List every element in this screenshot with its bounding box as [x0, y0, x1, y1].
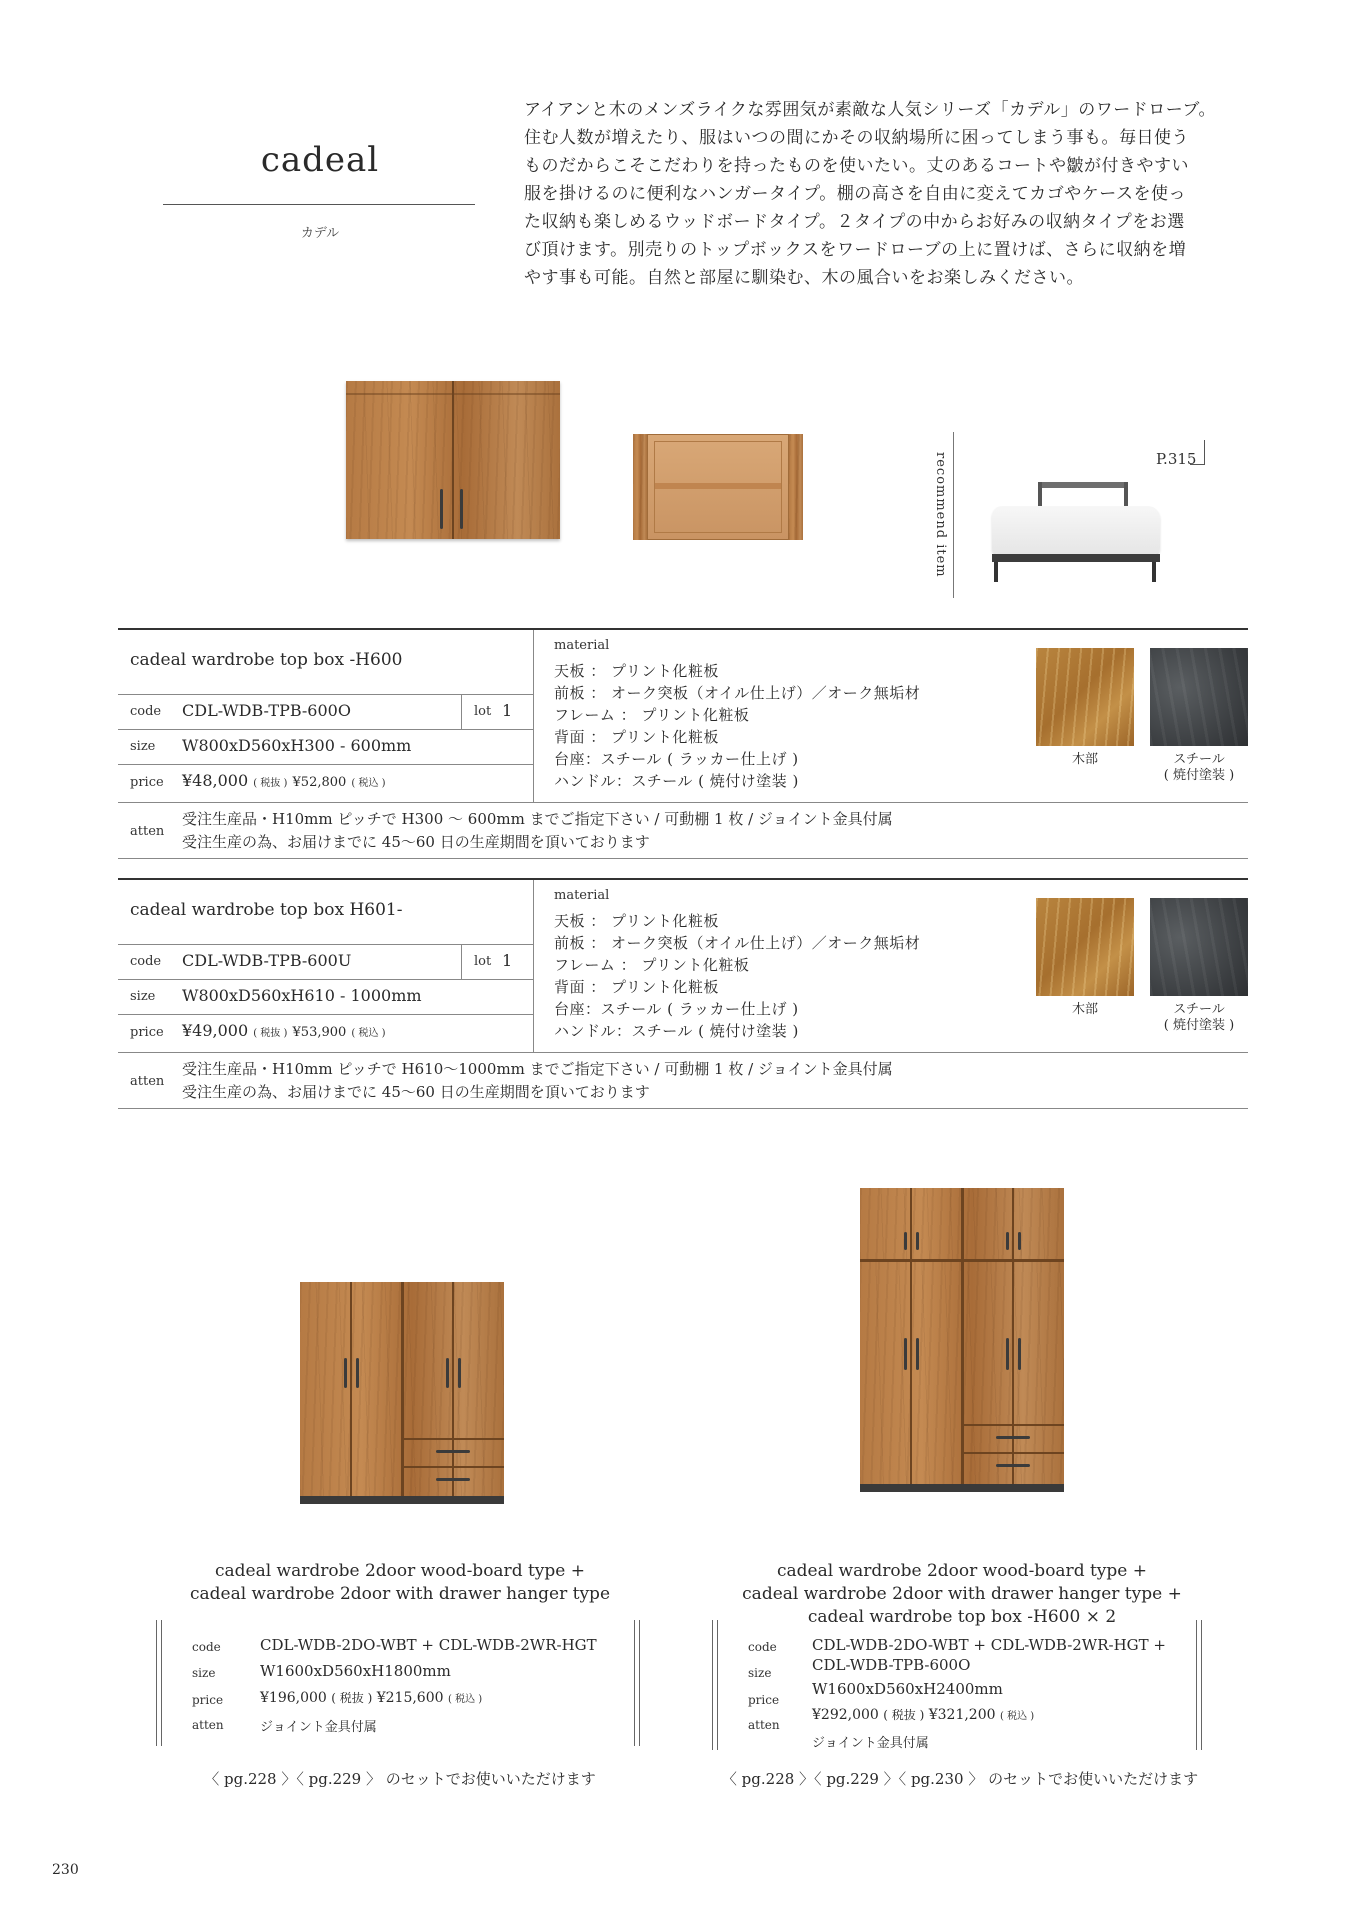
material-line: ハンドル：スチール ( 焼付け塗装 ) [554, 1022, 799, 1040]
steel-swatch-caption [1144, 1002, 1254, 1034]
set-1-title [160, 1560, 640, 1606]
price-incl: ¥321,200 [928, 1707, 996, 1723]
set-2-usage-note: 〈 pg.228 〉〈 pg.229 〉〈 pg.230 〉 のセットでお使いいただけます [721, 1770, 1199, 1788]
tax-excl-label: ( 税抜 ) [253, 1028, 288, 1039]
intro-line: やす事も可能。自然と部屋に馴染む、木の風合いをお楽しみください。 [524, 268, 1084, 288]
set-2-spec [712, 1620, 1206, 1754]
recommend-bed-image [986, 478, 1172, 588]
box-edge [712, 1620, 713, 1750]
product-code: CDL-WDB-TPB-600U [182, 951, 352, 970]
price-label: price [748, 1693, 780, 1707]
code-label: code [192, 1640, 221, 1654]
material-line: 天板 ： プリント化粧板 [554, 662, 719, 680]
size-label: size [130, 739, 156, 754]
set-title-line: cadeal wardrobe 2door wood-board type + [776, 1561, 1147, 1581]
price-excl: ¥292,000 [812, 1707, 879, 1723]
table-top-rule [118, 878, 1248, 880]
set-1-spec [156, 1620, 644, 1750]
intro-line: た収納も楽しめるウッドボードタイプ。２タイプの中からお好みの収納タイプをお選 [524, 212, 1185, 232]
price-label: price [192, 1693, 224, 1707]
row-divider [118, 979, 533, 980]
material-line: 背面 ： プリント化粧板 [554, 978, 719, 996]
price-incl: ¥53,900 [292, 1025, 347, 1040]
set-atten: ジョイント金具付属 [812, 1736, 929, 1751]
size-label: size [130, 989, 156, 1004]
lot-divider [461, 944, 462, 979]
box-edge [156, 1620, 157, 1746]
box-edge [717, 1620, 718, 1750]
material-line: フレーム ： プリント化粧板 [554, 706, 750, 724]
steel-caption-line: ( 焼付塗装 ) [1163, 768, 1235, 783]
recommend-divider [953, 432, 954, 598]
steel-swatch-caption [1144, 752, 1254, 784]
price-label: price [130, 775, 164, 790]
tax-incl-label: ( 税込 ) [999, 1711, 1035, 1722]
product-name: cadeal wardrobe top box -H600 [130, 650, 403, 670]
material-line: 前板 ： オーク突板（オイル仕上げ）／オーク無垢材 [554, 684, 921, 702]
tax-excl-label: ( 税抜 ) [883, 1708, 925, 1722]
code-label: code [130, 704, 162, 719]
material-line: 天板 ： プリント化粧板 [554, 912, 719, 930]
top-box-closed-image [346, 381, 560, 539]
box-edge [639, 1620, 640, 1746]
set-size: W1600xD560xH1800mm [260, 1662, 451, 1680]
row-divider [118, 764, 533, 765]
box-edge [634, 1620, 635, 1746]
intro-line: 服を掛けるのに便利なハンガータイプ。棚の高さを自由に変えてカゴやケースを使っ [524, 184, 1186, 204]
table-bottom-rule [118, 858, 1248, 859]
material-line: 台座：スチール ( ラッカー仕上げ ) [554, 750, 799, 768]
price-incl: ¥52,800 [292, 775, 347, 790]
row-divider [118, 802, 1248, 803]
box-edge [1201, 1620, 1202, 1750]
size-value: W800xD560xH300 - 600mm [182, 736, 412, 755]
series-intro [524, 96, 1276, 292]
set-title-line: cadeal wardrobe 2door with drawer hanger type [189, 1584, 611, 1604]
price-value [182, 1021, 386, 1040]
set-1-usage-note: 〈 pg.228 〉〈 pg.229 〉 のセットでお使いいただけます [204, 1770, 596, 1788]
code-label: code [130, 954, 162, 969]
title-divider [163, 204, 475, 205]
tax-incl-label: ( 税込 ) [351, 1028, 386, 1039]
material-line: 背面 ： プリント化粧板 [554, 728, 719, 746]
atten-line: 受注生産品・H10mm ピッチで H610～1000mm までご指定下さい / 可動棚 1 枚 / ジョイント金具付属 [182, 1060, 893, 1078]
row-divider [118, 729, 533, 730]
atten-line: 受注生産の為、お届けまでに 45～60 日の生産期間を頂いております [182, 1083, 650, 1101]
page-ref-bracket [1190, 440, 1205, 465]
set-code: CDL-WDB-2DO-WBT + CDL-WDB-2WR-HGT [260, 1636, 597, 1654]
set-title-line: cadeal wardrobe top box -H600 × 2 [807, 1607, 1117, 1627]
intro-line: アイアンと木のメンズライクな雰囲気が素敵な人気シリーズ「カデル」のワードローブ。 [524, 100, 1217, 120]
steel-caption-line: スチール [1173, 752, 1225, 767]
code-label: code [748, 1640, 777, 1654]
lot-value: 1 [502, 951, 513, 970]
lot-divider [461, 694, 462, 729]
set-atten: ジョイント金具付属 [260, 1720, 377, 1735]
price-excl: ¥196,000 [260, 1690, 327, 1706]
price-label: price [130, 1025, 164, 1040]
set-price [812, 1706, 1034, 1723]
atten-label: atten [130, 824, 165, 839]
series-kana: カデル [300, 226, 340, 241]
tax-incl-label: ( 税込 ) [447, 1694, 483, 1705]
tax-incl-label: ( 税込 ) [351, 778, 386, 789]
row-divider [118, 1052, 1248, 1053]
lot-value: 1 [502, 701, 513, 720]
wood-swatch [1036, 898, 1134, 996]
wood-swatch-caption: 木部 [1071, 1002, 1098, 1017]
lot-label: lot [474, 954, 492, 969]
box-edge [161, 1620, 162, 1746]
column-divider [533, 880, 534, 1052]
steel-swatch [1150, 898, 1248, 996]
recommend-item-label: recommend item [933, 452, 948, 578]
box-edge [1196, 1620, 1197, 1750]
set-code: CDL-WDB-2DO-WBT + CDL-WDB-2WR-HGT + [812, 1636, 1166, 1654]
row-divider [118, 944, 533, 945]
intro-line: び頂けます。別売りのトップボックスをワードローブの上に置けば、さらに収納を増 [524, 240, 1187, 260]
intro-line: ものだからこそこだわりを持ったものを使いたい。丈のあるコートや皺が付きやすい [524, 156, 1189, 176]
lot-label: lot [474, 704, 492, 719]
steel-swatch [1150, 648, 1248, 746]
tax-excl-label: ( 税抜 ) [331, 1691, 373, 1705]
product-spec-table [118, 628, 1248, 860]
table-bottom-rule [118, 1108, 1248, 1109]
product-spec-table [118, 878, 1248, 1110]
row-divider [118, 694, 533, 695]
set-2-title [712, 1560, 1212, 1629]
atten-line: 受注生産の為、お届けまでに 45～60 日の生産期間を頂いております [182, 833, 650, 851]
size-label: size [748, 1666, 772, 1680]
atten-label: atten [192, 1718, 224, 1732]
price-value [182, 771, 386, 790]
top-box-open-image [633, 434, 803, 540]
table-top-rule [118, 628, 1248, 630]
wood-swatch [1036, 648, 1134, 746]
set-1-wardrobe-image [300, 1282, 504, 1504]
price-excl: ¥48,000 [182, 771, 249, 790]
material-line: ハンドル：スチール ( 焼付け塗装 ) [554, 772, 799, 790]
series-title: cadeal [260, 140, 380, 180]
set-size: W1600xD560xH2400mm [812, 1680, 1003, 1698]
steel-caption-line: スチール [1173, 1002, 1225, 1017]
product-name: cadeal wardrobe top box H601- [130, 900, 403, 920]
atten-line: 受注生産品・H10mm ピッチで H300 ～ 600mm までご指定下さい / 可動棚 1 枚 / ジョイント金具付属 [182, 810, 893, 828]
page-number: 230 [52, 1862, 79, 1878]
intro-line: 住む人数が増えたり、服はいつの間にかその収納場所に困ってしまう事も。毎日使う [524, 128, 1189, 148]
recommend-page-ref[interactable]: P.315 [1156, 450, 1197, 468]
price-excl: ¥49,000 [182, 1021, 249, 1040]
row-divider [118, 1014, 533, 1015]
material-label: material [554, 638, 610, 653]
set-title-line: cadeal wardrobe 2door wood-board type + [214, 1561, 585, 1581]
set-code: CDL-WDB-TPB-600O [812, 1656, 971, 1674]
set-2-wardrobe-image [860, 1188, 1064, 1492]
price-incl: ¥215,600 [376, 1690, 444, 1706]
product-code: CDL-WDB-TPB-600O [182, 701, 351, 720]
material-line: 台座：スチール ( ラッカー仕上げ ) [554, 1000, 799, 1018]
set-price [260, 1689, 482, 1706]
size-value: W800xD560xH610 - 1000mm [182, 986, 422, 1005]
size-label: size [192, 1666, 216, 1680]
wood-swatch-caption: 木部 [1071, 752, 1098, 767]
atten-label: atten [130, 1074, 165, 1089]
material-label: material [554, 888, 610, 903]
material-line: フレーム ： プリント化粧板 [554, 956, 750, 974]
column-divider [533, 630, 534, 802]
tax-excl-label: ( 税抜 ) [253, 778, 288, 789]
atten-label: atten [748, 1718, 780, 1732]
steel-caption-line: ( 焼付塗装 ) [1163, 1018, 1235, 1033]
material-line: 前板 ： オーク突板（オイル仕上げ）／オーク無垢材 [554, 934, 921, 952]
set-title-line: cadeal wardrobe 2door with drawer hanger type + [742, 1584, 1182, 1604]
